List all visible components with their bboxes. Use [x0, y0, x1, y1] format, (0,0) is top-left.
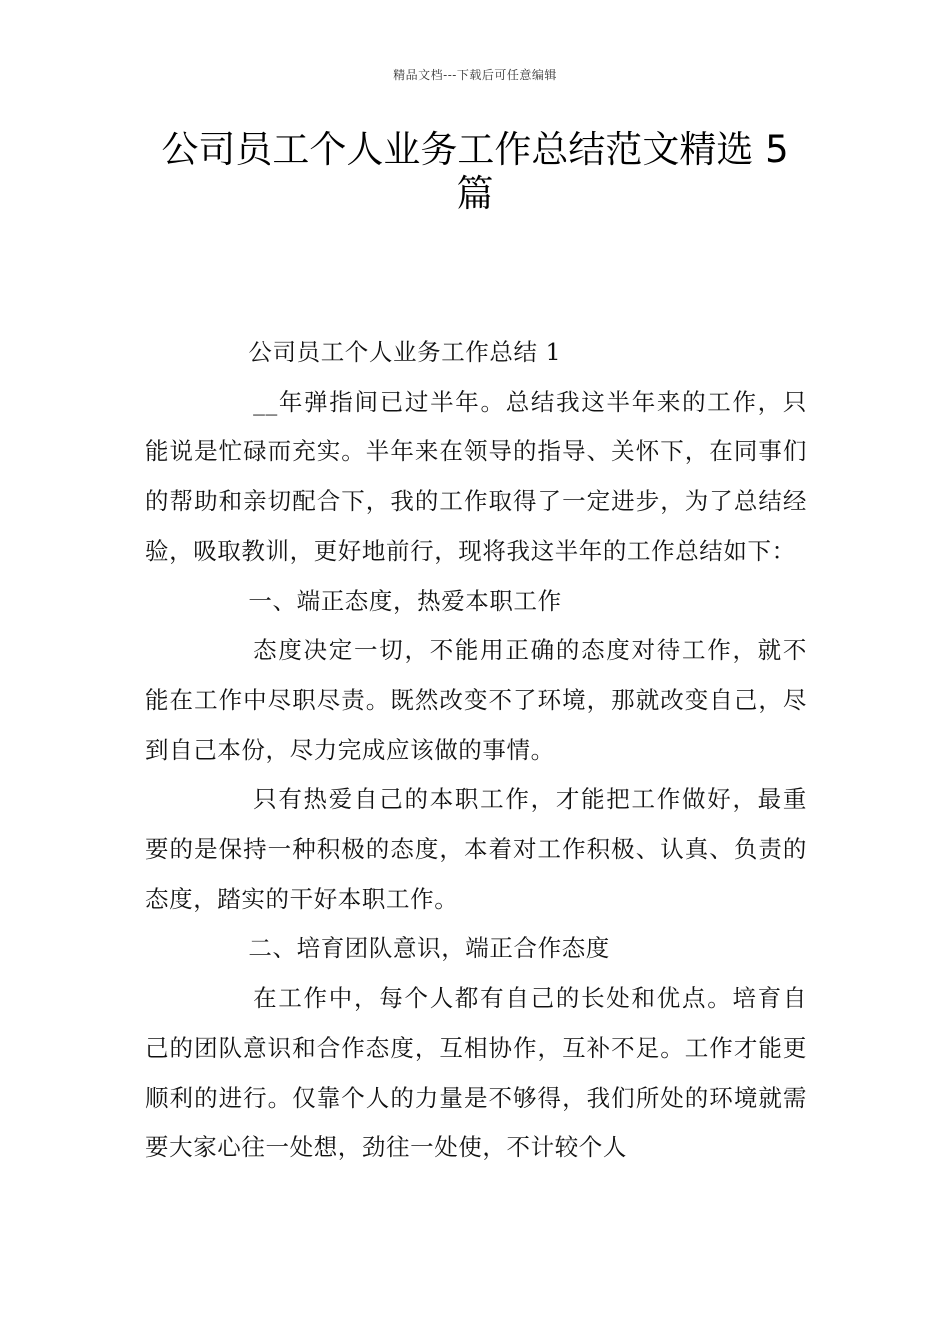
document-body [145, 328, 807, 1173]
paragraph-3: 只有热爱自己的本职工作，才能把工作做好，最重要的是保持一种积极的态度，本着对工作积极、认真、负责的态度，踏实的干好本职工作。 [145, 785, 807, 913]
section-heading-1: 公司员工个人业务工作总结 1 [248, 338, 562, 366]
paragraph-2: 态度决定一切，不能用正确的态度对待工作，就不能在工作中尽职尽责。既然改变不了环境，那就改变自己，尽到自己本份，尽力完成应该做的事情。 [145, 636, 807, 764]
header-note: 精品文档---下载后可任意编辑 [393, 68, 557, 82]
paragraph-1: __年弹指间已过半年。总结我这半年来的工作，只能说是忙碌而充实。半年来在领导的指导、关怀下，在同事们的帮助和亲切配合下，我的工作取得了一定进步，为了总结经验，吸取教训，更好地前行，现将我这半年的工作总结如下： [145, 387, 807, 565]
section-heading-3: 二、培育团队意识，端正合作态度 [248, 934, 610, 963]
section-heading-2: 一、端正态度，热爱本职工作 [248, 586, 562, 615]
document-title: 公司员工个人业务工作总结范文精选 5 篇 [161, 128, 789, 215]
paragraph-4: 在工作中，每个人都有自己的长处和优点。培育自己的团队意识和合作态度，互相协作，互补不足。工作才能更顺利的进行。仅靠个人的力量是不够得，我们所处的环境就需要大家心往一处想，劲往一处使，不计较个人 [145, 984, 807, 1162]
